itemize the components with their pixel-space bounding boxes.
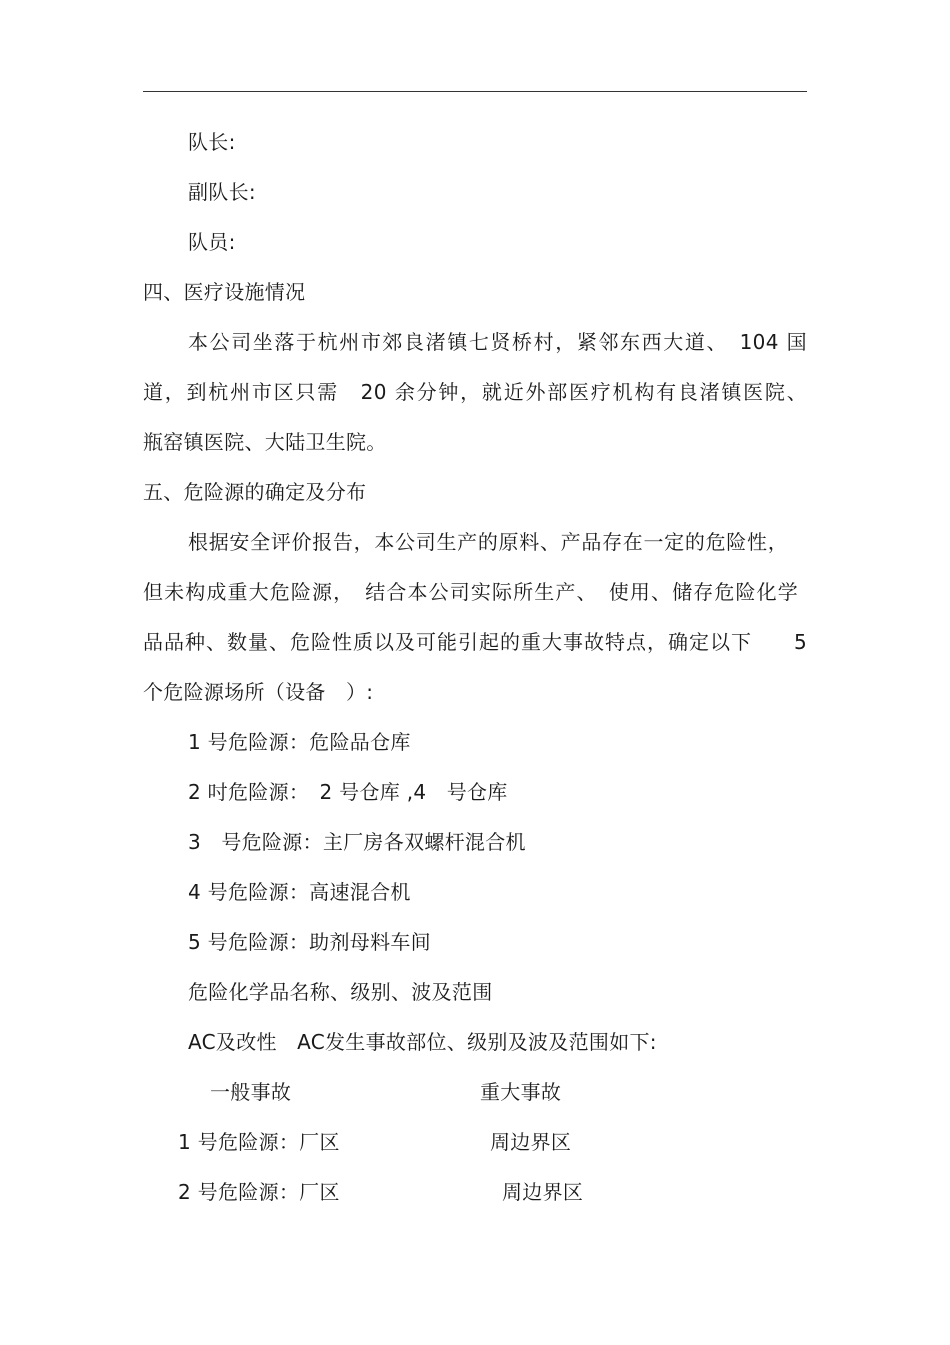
hazard-source-1: 1 号危险源：危险品仓库 [188,730,411,754]
table-row-1-source: 1 号危险源：厂区 [178,1130,340,1154]
section5-line-4: 个危险源场所（设备 ）: [143,680,374,704]
hazard-source-3: 3 号危险源：主厂房各双螺杆混合机 [188,830,526,854]
team-members-label: 队员: [188,230,236,254]
team-captain-label: 队长: [188,130,236,154]
team-vice-captain-label: 副队长: [188,180,256,204]
table-header-major: 重大事故 [480,1080,562,1104]
ac-accident-intro: AC及改性 AC发生事故部位、级别及波及范围如下: [188,1030,657,1054]
table-header-general: 一般事故 [210,1080,292,1104]
section5-line-3: 品品种、数量、危险性质以及可能引起的重大事故特点，确定以下 5 [143,630,807,654]
section4-heading: 四、医疗设施情况 [143,280,306,304]
hazard-source-4: 4 号危险源：高速混合机 [188,880,411,904]
section4-line-3: 瓶窑镇医院、大陆卫生院。 [143,430,387,454]
section5-line-1: 根据安全评价报告，本公司生产的原料、产品存在一定的危险性， [188,530,788,554]
table-row-1-major: 周边界区 [490,1130,572,1154]
hazard-source-2: 2 吋危险源： 2 号仓库 ,4 号仓库 [188,780,508,804]
section4-line-2: 道，到杭州市区只需 20 余分钟，就近外部医疗机构有良渚镇医院、 [143,380,807,404]
hazard-source-5: 5 号危险源：助剂母料车间 [188,930,431,954]
table-row-2-source: 2 号危险源：厂区 [178,1180,340,1204]
table-row-2-major: 周边界区 [502,1180,584,1204]
header-rule [143,91,807,92]
section5-heading: 五、危险源的确定及分布 [143,480,367,504]
chemicals-heading: 危险化学品名称、级别、波及范围 [188,980,493,1004]
section5-line-2: 但未构成重大危险源， 结合本公司实际所生产、 使用、储存危险化学 [143,580,798,604]
section4-line-1: 本公司坐落于杭州市郊良渚镇七贤桥村，紧邻东西大道、 104 国 [188,330,807,354]
